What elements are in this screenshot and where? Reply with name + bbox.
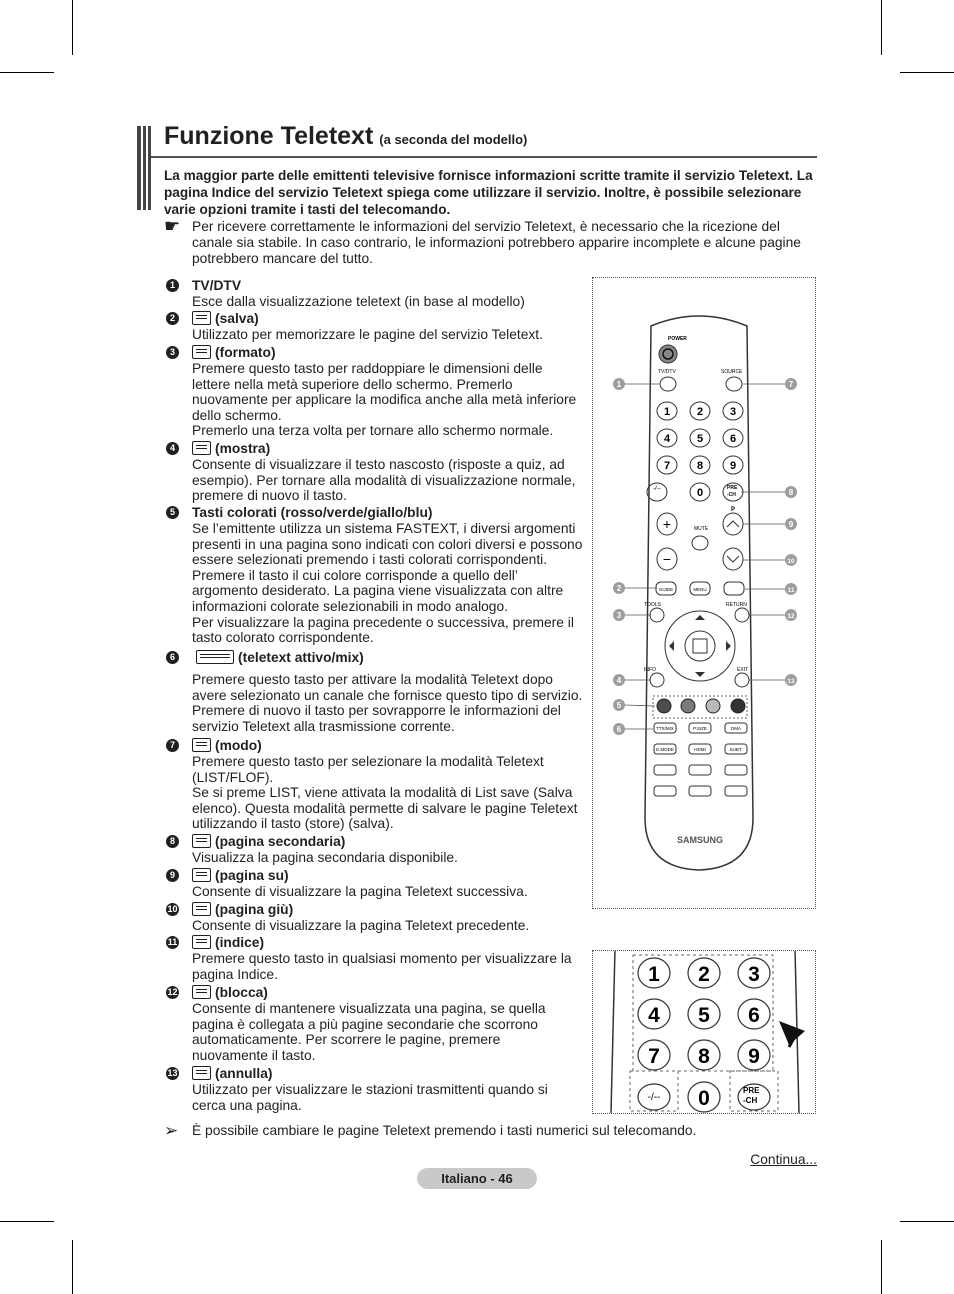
item-description: Esce dalla visualizzazione teletext (in base al modello) [192, 294, 525, 309]
zoom-digit-label: 7 [648, 1045, 660, 1068]
ttxmix-label: TTX/MIX [656, 726, 674, 731]
prech-label-bottom: -CH [727, 492, 736, 498]
zoom-digit-label: 1 [648, 963, 660, 986]
callout-label: 2 [616, 584, 622, 593]
prech-label-top: PRE [727, 485, 738, 491]
tvdtv-label: TV/DTV [658, 369, 676, 375]
dma-label: DMA [731, 726, 741, 731]
size-icon [192, 345, 211, 359]
page-up-icon [192, 868, 211, 882]
callout-label: 7 [788, 380, 794, 389]
title-decoration [137, 126, 151, 210]
power-label: POWER [668, 336, 687, 342]
crop-mark [72, 0, 73, 55]
svg-text:+: + [662, 516, 672, 532]
item-number-badge: 13 [167, 1068, 178, 1078]
tools-label: TOOLS [644, 602, 661, 608]
green-key [681, 699, 695, 713]
item-description: Premere questo tasto per attivare la modalità Teletext dopo avere selezionato un canale che fornisce questo tipo di servizio. Premere di nuovo il tasto per sovrapporre le informazioni del servizio Teletext alla trasmissione corrente. [192, 672, 583, 734]
subpage-icon [192, 834, 211, 848]
item-label: (formato) [192, 345, 276, 361]
item-label: (teletext attivo/mix) [192, 650, 364, 666]
callout-label: 3 [616, 611, 622, 620]
reception-note-text: Per ricevere correttamente le informazioni del servizio Teletext, è necessario che la ricezione del canale sia stabile. In caso contrario, le informazioni potrebbero apparire incomplete e alcune pagine potrebbero mancare del tutto. [192, 219, 801, 267]
zoom-dash-label: -/-- [647, 1092, 661, 1103]
item-label: (modo) [192, 738, 262, 754]
item-number-badge: 7 [166, 739, 179, 752]
digit-key-label: 6 [729, 433, 737, 445]
store-icon [192, 311, 211, 325]
psize-label: P.SIZE [693, 726, 707, 731]
zoom-digit-label: 5 [698, 1004, 710, 1027]
remote-illustration [592, 277, 816, 909]
hdmi-label: HDMI [694, 747, 706, 752]
mute-label: MUTE [694, 526, 709, 532]
digit-key-label: 4 [663, 433, 671, 445]
crop-mark [900, 72, 954, 73]
digit-key-label: 1 [663, 406, 671, 418]
digit-key-label: 7 [663, 460, 671, 472]
item-number-badge: 12 [167, 987, 178, 997]
zoom-prech-top: PRE [743, 1086, 760, 1095]
item-number-badge: 6 [166, 651, 179, 664]
arrow-icon: ➢ [164, 1121, 179, 1140]
item-description: Premere questo tasto in qualsiasi momento per visualizzare la pagina Indice. [192, 951, 572, 982]
zoom-digit-label: 9 [748, 1045, 760, 1068]
item-number-badge: 5 [166, 506, 179, 519]
item-description: Utilizzato per visualizzare le stazioni trasmittenti quando si cerca una pagina. [192, 1082, 548, 1113]
numeric-keypad-zoom [592, 950, 816, 1114]
item-label: (salva) [192, 311, 259, 327]
continue-link[interactable]: Continua... [750, 1152, 817, 1167]
item-number-badge: 3 [166, 346, 179, 359]
title-rule [151, 156, 817, 158]
digit-key-label: 2 [696, 406, 704, 418]
index-icon [192, 935, 211, 949]
source-label: SOURCE [721, 369, 743, 375]
item-number-badge: 9 [166, 869, 179, 882]
page-title: Funzione Teletext (a seconda del modello) [164, 122, 528, 150]
item-description: Consente di visualizzare il testo nascosto (risposte a quiz, ad esempio). Per tornare alla modalità di visualizzazione normale, premere di nuovo il tasto. [192, 457, 576, 504]
subt-label: SUBT. [729, 747, 743, 752]
red-key [657, 699, 671, 713]
page-number: Italiano - 46 [417, 1168, 537, 1189]
item-number-badge: 1 [166, 279, 179, 292]
crop-mark [881, 0, 882, 55]
item-number-badge: 10 [167, 904, 178, 914]
callout-label: 9 [788, 520, 794, 529]
exit-label: EXIT [737, 667, 749, 673]
ttx-mix-icon [196, 650, 234, 664]
item-number-badge: 11 [167, 937, 178, 947]
digit-key-label: 8 [696, 460, 704, 472]
crop-mark [0, 1221, 54, 1222]
item-description: Se l’emittente utilizza un sistema FASTEXT, i diversi argomenti presenti in una pagina sono indicati con colori diversi e possono essere selezionati premendo i tasti colorati corrispondenti. Premere il tasto il cui colore corrisponde a quello dell’ argomento desiderato. La pagina viene visualizzata con altre informazioni colorate selezionabili in modo analogo. Per visualizzare la pagina precedente o successiva, premere il tasto colorato corrispondente. [192, 521, 583, 646]
menu-label: MENU [693, 587, 707, 592]
digit-key-label: 3 [729, 406, 737, 418]
numeric-keys-note-text: È possibile cambiare le pagine Teletext premendo i tasti numerici sul telecomando. [192, 1123, 697, 1138]
item-description: Utilizzato per memorizzare le pagine del servizio Teletext. [192, 327, 543, 342]
digit-key-label: 0 [696, 487, 704, 499]
item-label: (annulla) [192, 1066, 273, 1082]
remote-svg [593, 278, 815, 908]
cancel-icon [192, 1066, 211, 1080]
mode-icon [192, 738, 211, 752]
zoom-digit-label: 4 [648, 1004, 660, 1027]
item-description: Consente di mantenere visualizzata una pagina, se quella pagina è collegata a più pagine secondarie che scorrono automaticamente. Per scorrere le pagine, premere nuovamente il tasto. [192, 1001, 546, 1063]
callout-label: 13 [787, 678, 795, 685]
blue-key [731, 699, 745, 713]
crop-mark [72, 1240, 73, 1294]
page-subtitle: (a seconda del modello) [379, 132, 528, 147]
item-label: (pagina giù) [192, 902, 293, 918]
item-label: Tasti colorati (rosso/verde/giallo/blu) [192, 505, 433, 520]
callout-label: 8 [788, 488, 794, 497]
p-label: P [731, 507, 736, 513]
page-down-icon [192, 902, 211, 916]
zoom-digit-label: 8 [698, 1045, 710, 1068]
item-description: Premere questo tasto per selezionare la modalità Teletext (LIST/FLOF). Se si preme LIST, viene attivata la modalità di List save (Salva elenco). Questa modalità permette di salvare le pagine Teletext utilizzando il tasto (store) (salva). [192, 754, 578, 832]
item-label: (mostra) [192, 441, 270, 457]
reception-note [164, 216, 819, 268]
item-number-badge: 8 [166, 835, 179, 848]
item-label: (blocca) [192, 985, 268, 1001]
pointing-hand-icon: ☛ [164, 216, 181, 236]
zoom-digit-label: 2 [698, 963, 710, 986]
callout-label: 5 [616, 701, 622, 710]
callout-label: 6 [616, 725, 622, 734]
item-number-badge: 2 [166, 312, 179, 325]
emode-label: E.MODE [656, 747, 674, 752]
reveal-icon [192, 441, 211, 455]
item-label: TV/DTV [192, 278, 242, 293]
digit-key-label: 9 [729, 460, 737, 472]
item-label: (pagina secondaria) [192, 834, 345, 850]
hold-icon [192, 985, 211, 999]
callout-label: 10 [787, 558, 795, 565]
item-description: Consente di visualizzare la pagina Teletext precedente. [192, 918, 530, 933]
callout-label: 1 [616, 380, 622, 389]
intro-text: La maggior parte delle emittenti televisive fornisce informazioni scritte tramite il servizio Teletext. La pagina Indice del servizio Teletext spiega come utilizzare il servizio. Inoltre, è possibile selezionare varie opzioni tramite i tasti del telecomando. [164, 168, 813, 217]
guide-label: GUIDE [658, 587, 674, 592]
return-label: RETURN [726, 602, 747, 608]
callout-label: 4 [616, 676, 622, 685]
zoom-digit-label: 0 [698, 1087, 710, 1110]
item-label: (indice) [192, 935, 264, 951]
digit-key-label: 5 [696, 433, 704, 445]
brand-logo: SAMSUNG [676, 835, 724, 845]
crop-mark [881, 1240, 882, 1294]
dash-key-label: -/-- [653, 486, 661, 492]
callout-label: 11 [787, 587, 795, 594]
zoom-prech-bottom: -CH [743, 1096, 758, 1105]
crop-mark [900, 1221, 954, 1222]
info-label: INFO [644, 667, 656, 673]
keypad-zoom-svg [593, 951, 815, 1113]
item-description: Consente di visualizzare la pagina Teletext successiva. [192, 884, 528, 899]
item-label: (pagina su) [192, 868, 289, 884]
zoom-digit-label: 3 [748, 963, 760, 986]
callout-label: 12 [787, 613, 795, 620]
item-number-badge: 4 [166, 442, 179, 455]
yellow-key [706, 699, 720, 713]
item-description: Visualizza la pagina secondaria disponibile. [192, 850, 458, 865]
crop-mark [0, 72, 54, 73]
svg-text:−: − [662, 551, 672, 567]
item-description: Premere questo tasto per raddoppiare le dimensioni delle lettere nella metà superiore dello schermo. Premerlo nuovamente per applicare la modifica anche alla metà inferiore dello schermo. Premerlo una terza volta per tornare allo schermo normale. [192, 361, 577, 439]
zoom-digit-label: 6 [748, 1004, 760, 1027]
